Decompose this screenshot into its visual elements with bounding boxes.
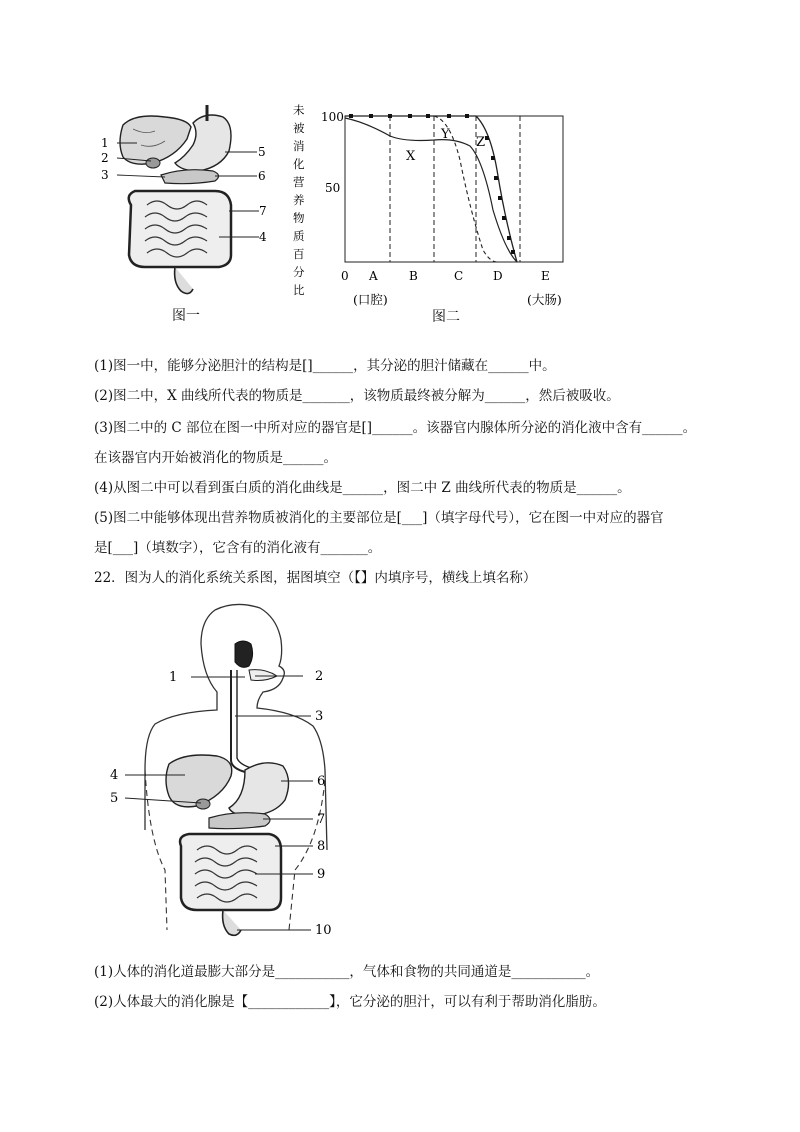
curve-z-markers bbox=[349, 114, 515, 254]
label-10: 10 bbox=[315, 923, 332, 938]
curve-label-y: Y bbox=[441, 127, 450, 142]
curve-label-x: X bbox=[406, 149, 416, 164]
fig1-label-4: 4 bbox=[259, 230, 267, 244]
large-intestine-shape bbox=[129, 191, 231, 267]
figure2-chart bbox=[285, 100, 595, 310]
gallbladder-shape bbox=[146, 158, 160, 168]
question-1: (1)图一中，能够分泌胆汁的结构是[]______，其分泌的胆汁储藏在______中。 bbox=[94, 358, 556, 374]
figure1-caption: 图一 bbox=[172, 308, 200, 324]
ylabel-char: 被 bbox=[293, 121, 305, 135]
question-22-part-1: (1)人体的消化道最膨大部分是___________，气体和食物的共同通道是___________。 bbox=[94, 964, 600, 980]
x-note-large-intestine: (大肠) bbox=[527, 292, 562, 307]
question-5: (5)图二中能够体现出营养物质被消化的主要部位是[___]（填字母代号），它在图一中对应的器官 bbox=[94, 510, 664, 526]
pancreas-shape bbox=[161, 170, 219, 184]
label-6: 6 bbox=[317, 774, 326, 789]
label-5: 5 bbox=[110, 791, 119, 806]
label-9: 9 bbox=[317, 867, 326, 882]
ylabel-char: 养 bbox=[293, 193, 305, 207]
xtick-e: E bbox=[541, 269, 550, 283]
ylabel-char: 质 bbox=[293, 229, 305, 243]
question-22-stem: 22．图为人的消化系统关系图，据图填空（【】内填序号，横线上填名称） bbox=[94, 570, 537, 586]
xtick-b: B bbox=[409, 269, 418, 283]
fig1-label-3: 3 bbox=[101, 168, 109, 182]
ylabel-char: 未 bbox=[293, 103, 305, 117]
figure2-caption: 图二 bbox=[432, 309, 460, 325]
question-2: (2)图二中，X 曲线所代表的物质是_______，该物质最终被分解为______，然后被吸收。 bbox=[94, 388, 620, 404]
fig1-label-2: 2 bbox=[101, 151, 109, 165]
xtick-a: A bbox=[369, 269, 378, 283]
question-5-continued: 是[___]（填数字），它含有的消化液有_______。 bbox=[94, 540, 382, 556]
curve-label-z: Z bbox=[476, 135, 486, 150]
ylabel-char: 百 bbox=[293, 247, 305, 261]
xtick-d: D bbox=[493, 269, 503, 283]
label-3: 3 bbox=[315, 709, 324, 724]
ylabel-char: 分 bbox=[293, 265, 305, 279]
fig1-label-6: 6 bbox=[258, 169, 266, 183]
curve-z bbox=[345, 116, 517, 262]
liver-shape bbox=[166, 755, 232, 807]
label-8: 8 bbox=[317, 839, 326, 854]
liver-shape bbox=[120, 116, 191, 164]
question-3-continued: 在该器官内开始被消化的物质是______。 bbox=[94, 450, 337, 466]
pharynx-shape bbox=[235, 641, 253, 667]
digestive-system-diagram bbox=[105, 600, 345, 945]
xtick-0: 0 bbox=[341, 269, 349, 283]
question-22-part-2: (2)人体最大的消化腺是【____________】，它分泌的胆汁，可以有利于帮助消化脂肪。 bbox=[94, 994, 606, 1010]
ytick-100: 100 bbox=[321, 110, 344, 124]
question-3: (3)图二中的 C 部位在图一中所对应的器官是[]______。该器官内腺体所分泌的消化液中含有______。 bbox=[94, 420, 697, 436]
ylabel-char: 比 bbox=[293, 283, 305, 297]
large-intestine-shape bbox=[180, 834, 281, 910]
fig1-label-5: 5 bbox=[258, 145, 266, 159]
ytick-50: 50 bbox=[325, 181, 341, 195]
ylabel-char: 营 bbox=[293, 175, 305, 189]
label-2: 2 bbox=[315, 669, 324, 684]
ylabel-char: 消 bbox=[293, 139, 305, 153]
label-1: 1 bbox=[169, 670, 178, 685]
ylabel-char: 化 bbox=[293, 157, 305, 171]
pancreas-shape bbox=[209, 813, 270, 829]
fig1-label-7: 7 bbox=[259, 204, 267, 218]
question-4: (4)从图二中可以看到蛋白质的消化曲线是______，图二中 Z 曲线所代表的物质是______。 bbox=[94, 480, 631, 496]
label-4: 4 bbox=[110, 768, 119, 783]
ylabel-char: 物 bbox=[293, 211, 305, 225]
stomach-shape bbox=[229, 763, 289, 816]
figure1-diagram bbox=[95, 105, 270, 305]
curve-x bbox=[345, 118, 517, 262]
esophagus-shape bbox=[231, 670, 245, 772]
x-note-mouth: (口腔) bbox=[353, 292, 388, 307]
fig1-label-1: 1 bbox=[101, 136, 109, 150]
plot-frame bbox=[345, 116, 563, 262]
xtick-c: C bbox=[454, 269, 464, 283]
label-7: 7 bbox=[317, 812, 326, 827]
